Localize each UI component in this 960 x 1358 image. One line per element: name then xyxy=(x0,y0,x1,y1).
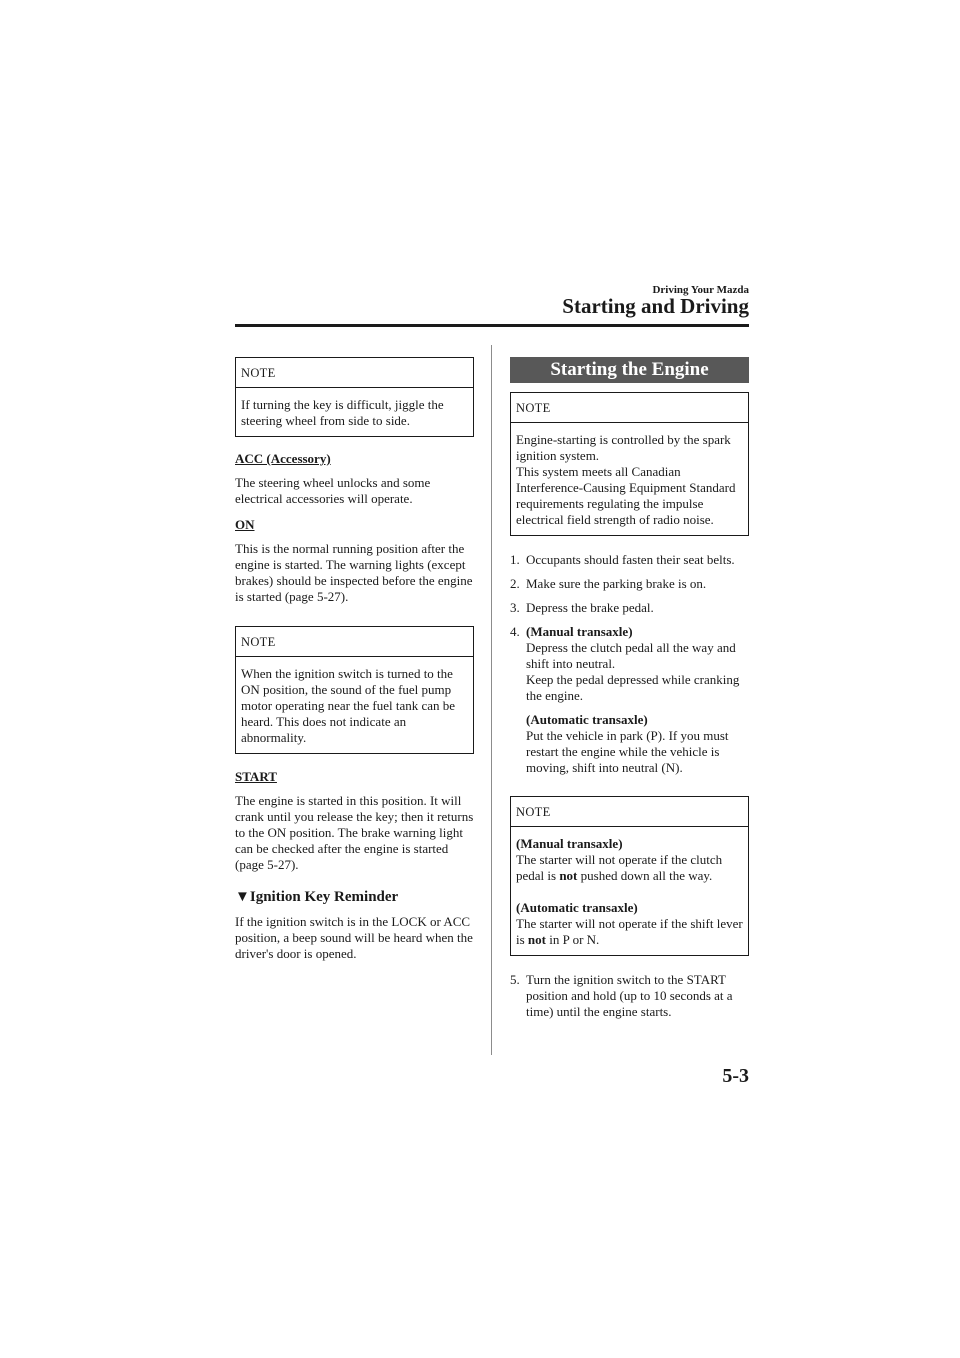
note-box xyxy=(510,796,749,956)
step-1 xyxy=(510,552,749,568)
note-text-part: in P or N. xyxy=(549,932,600,947)
step-3 xyxy=(510,600,749,616)
note-emphasis: not xyxy=(559,868,578,883)
auto-text: Put the vehicle in park (P). If you must restart the engine while the vehicle is moving, shift into neutral (N). xyxy=(526,728,729,775)
section-title: Starting and Driving xyxy=(562,294,749,318)
note-box xyxy=(235,626,474,754)
step-number: 2. xyxy=(510,576,520,591)
step-number: 5. xyxy=(510,972,520,987)
note-label: NOTE xyxy=(511,393,748,423)
manual-text: Depress the clutch pedal all the way and shift into neutral. xyxy=(526,640,736,671)
left-column xyxy=(235,357,474,962)
note-text: When the ignition switch is turned to the ON position, the sound of the fuel pump motor operating near the fuel tank can be heard. This does not indicate an abnormality. xyxy=(241,666,456,745)
note-text: If turning the key is difficult, jiggle the steering wheel from side to side. xyxy=(241,397,444,428)
step-4 xyxy=(510,624,749,776)
note-box xyxy=(235,357,474,437)
on-heading: ON xyxy=(235,517,255,532)
start-heading: START xyxy=(235,769,277,784)
note-text-part: The starter will not operate if the clutch pedal is xyxy=(516,852,723,883)
acc-heading: ACC (Accessory) xyxy=(235,451,331,466)
triangle-down-icon: ▼ xyxy=(235,889,250,905)
manual-label: (Manual transaxle) xyxy=(516,836,623,851)
step-number: 4. xyxy=(510,624,520,639)
start-text: The engine is started in this position. It will crank until you release the key; then it returns to the ON position. The brake warning light can be checked after the engine is started (page 5-27). xyxy=(235,793,474,872)
manual-label: (Manual transaxle) xyxy=(526,624,633,639)
reminder-heading-text: Ignition Key Reminder xyxy=(249,889,399,905)
column-divider xyxy=(491,345,492,1055)
chapter-label: Driving Your Mazda xyxy=(652,284,749,296)
note-text-part: The starter will not operate if the shift lever is xyxy=(516,916,743,947)
acc-text: The steering wheel unlocks and some electrical accessories will operate. xyxy=(235,475,431,506)
note-body xyxy=(511,827,748,955)
note-label: NOTE xyxy=(236,627,473,657)
step-text: Occupants should fasten their seat belts. xyxy=(526,552,735,567)
step-number: 3. xyxy=(510,600,520,615)
auto-label: (Automatic transaxle) xyxy=(516,900,638,915)
header-rule xyxy=(235,324,749,327)
step-text: Turn the ignition switch to the START position and hold (up to 10 seconds at a time) until the engine starts. xyxy=(526,972,733,1019)
right-column xyxy=(510,357,749,1020)
step-5 xyxy=(510,972,749,1020)
note-text: Engine-starting is controlled by the spark ignition system. xyxy=(516,432,731,463)
step-number: 1. xyxy=(510,552,520,567)
step-2 xyxy=(510,576,749,592)
step-text: Depress the brake pedal. xyxy=(526,600,654,615)
note-label: NOTE xyxy=(236,358,473,388)
note-box xyxy=(510,392,749,536)
reminder-heading xyxy=(235,888,474,906)
note-text-part: pushed down all the way. xyxy=(580,868,713,883)
note-text: This system meets all Canadian Interference-Causing Equipment Standard requirements regulating the impulse electrical field strength of radio noise. xyxy=(516,464,736,527)
reminder-text: If the ignition switch is in the LOCK or ACC position, a beep sound will be heard when the driver's door is opened. xyxy=(235,914,473,961)
on-text: This is the normal running position after the engine is started. The warning lights (except brakes) should be inspected before the engine is started (page 5-27). xyxy=(235,541,473,604)
note-text xyxy=(516,916,743,948)
note-text xyxy=(516,852,743,884)
page-number: 5-3 xyxy=(722,1065,749,1087)
note-body xyxy=(511,423,748,535)
auto-label: (Automatic transaxle) xyxy=(526,712,648,727)
step-text: Make sure the parking brake is on. xyxy=(526,576,707,591)
section-banner: Starting the Engine xyxy=(510,357,749,383)
note-emphasis: not xyxy=(527,932,546,947)
manual-text: Keep the pedal depressed while cranking the engine. xyxy=(526,672,740,703)
note-label: NOTE xyxy=(511,797,748,827)
